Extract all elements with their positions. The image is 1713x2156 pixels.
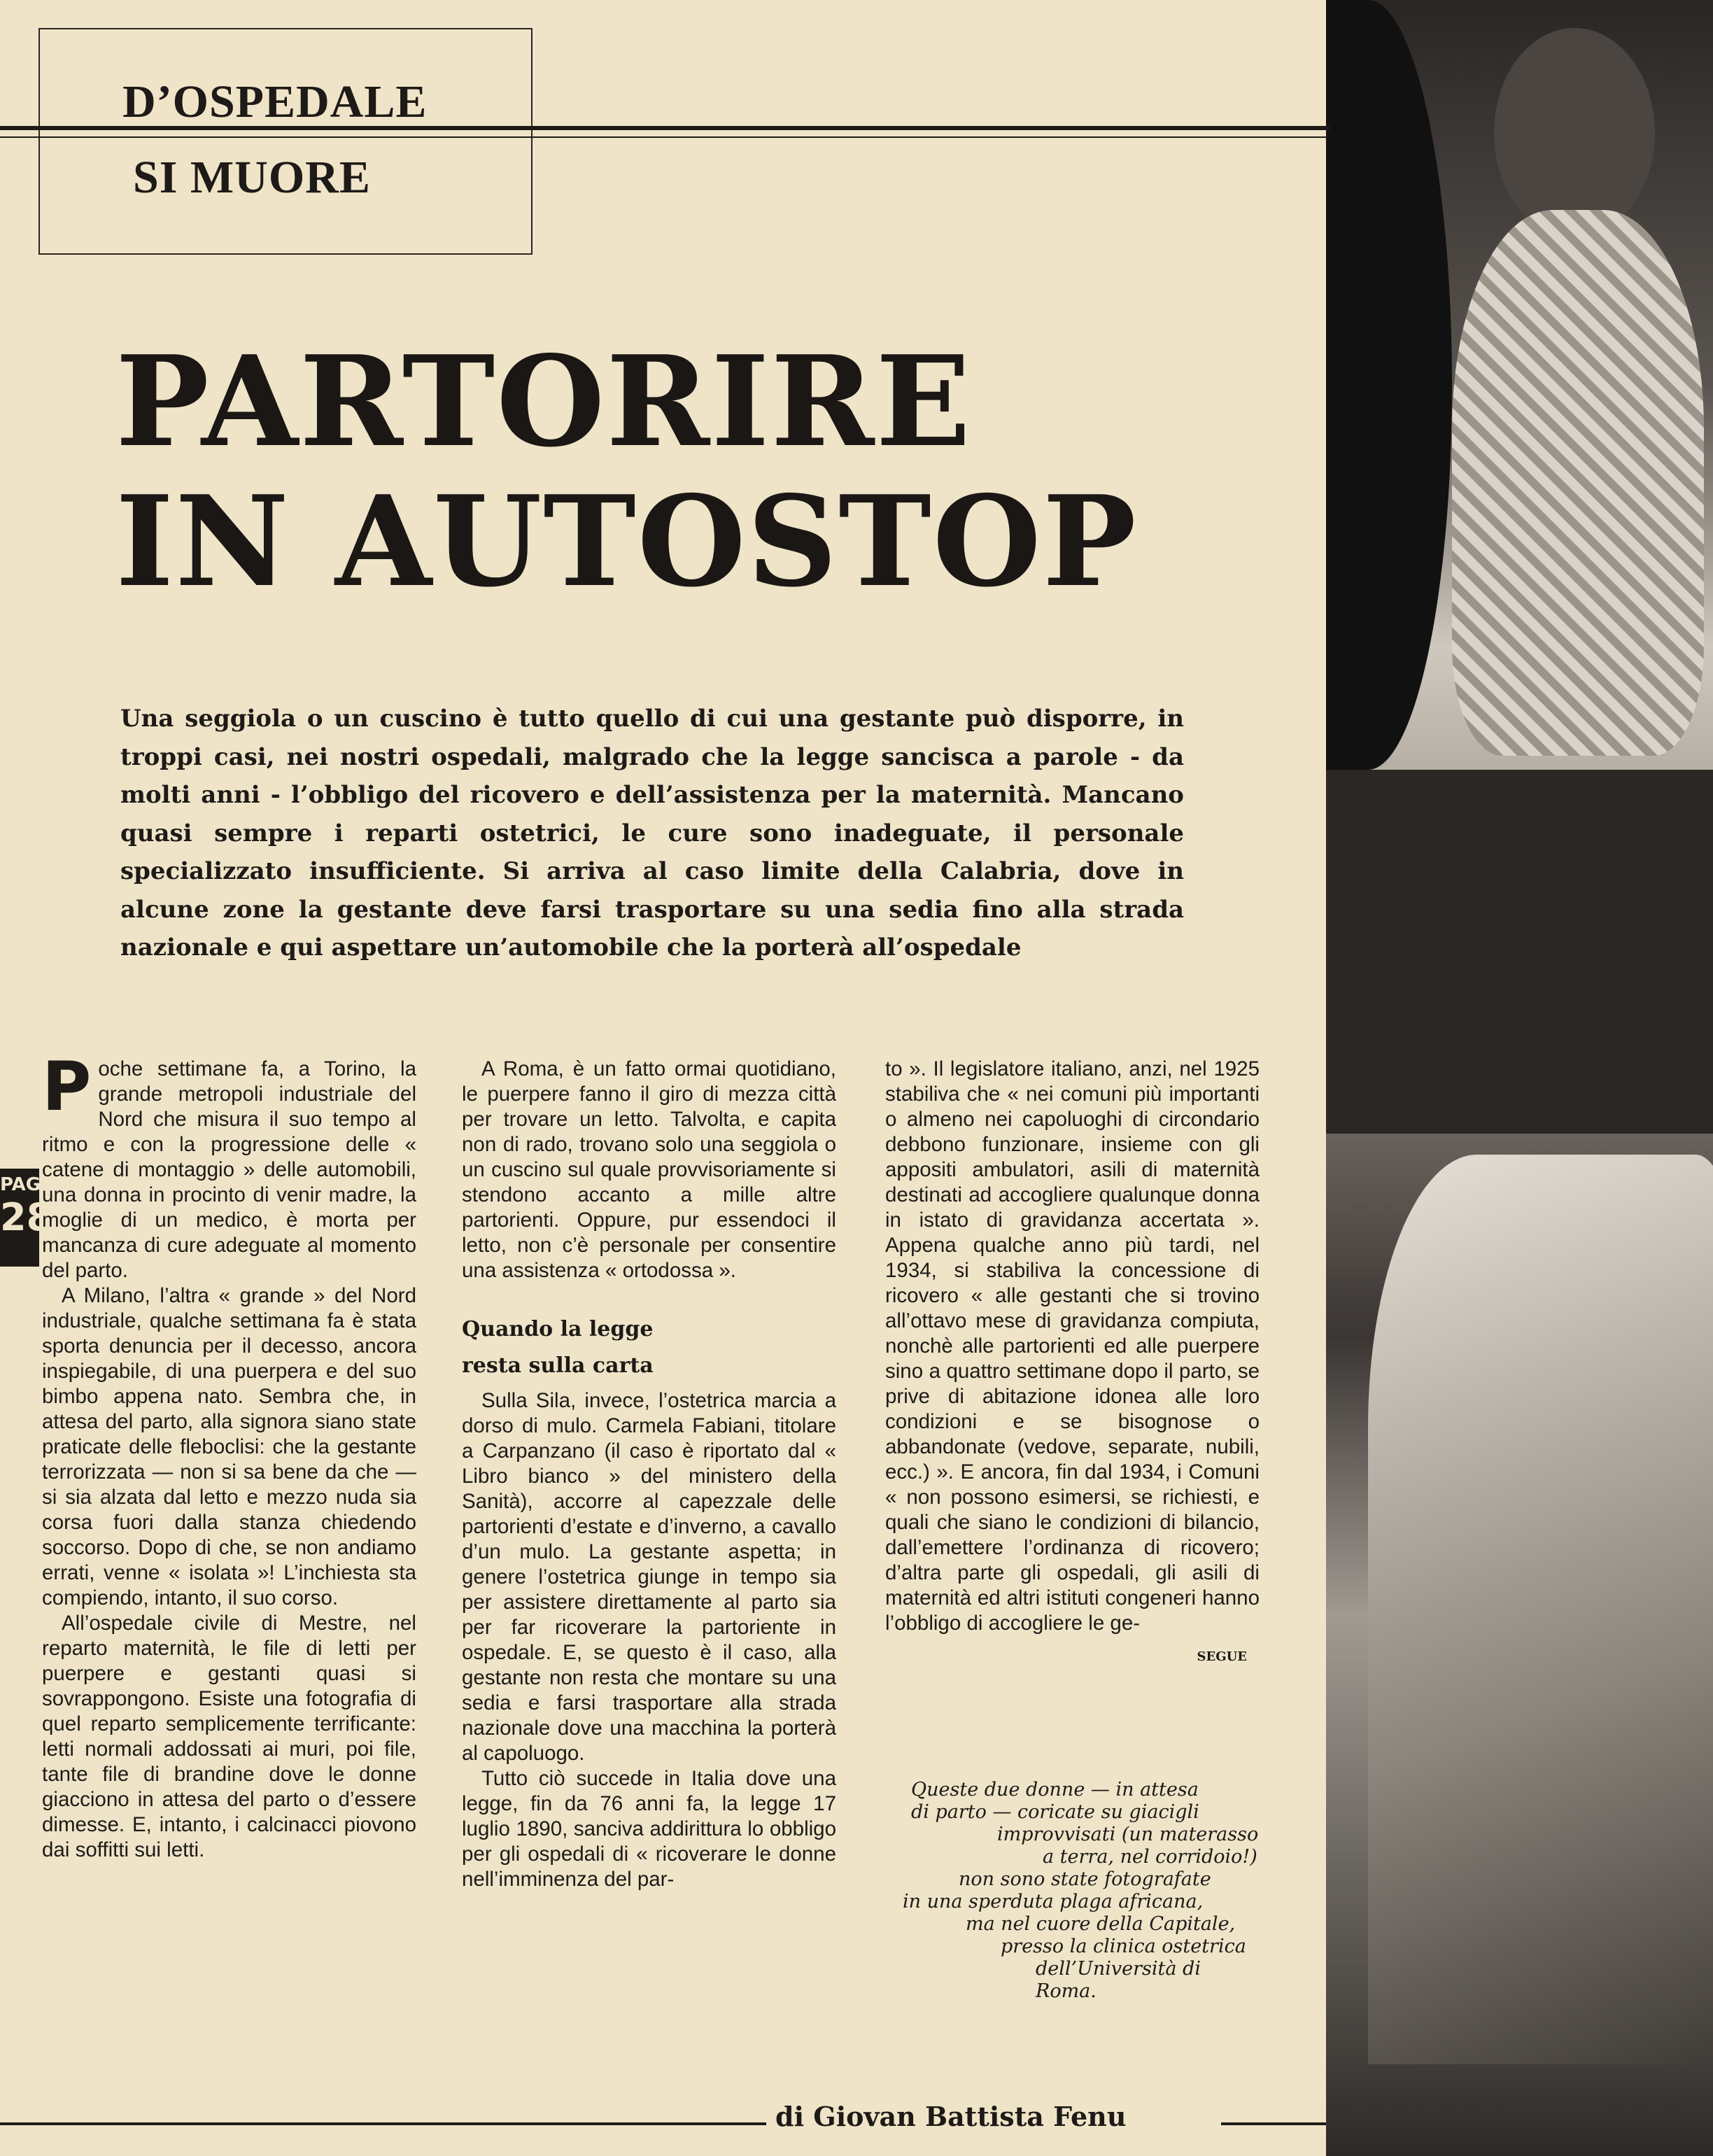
page-label: PAG. <box>0 1174 48 1195</box>
paragraph-text: oche settimane fa, a Torino, la grande metropoli industriale del Nord che misura il suo tempo al ritmo e con la progressione delle « catene di montaggio » delle automobili, una donna in procinto di venir madre, la moglie di un medico, è morta per mancanza di cure adeguate al momento del parto. <box>42 1057 416 1282</box>
caption-line: a terra, nel corridoio!) <box>1043 1846 1257 1868</box>
paragraph: A Roma, è un fatto ormai quotidiano, le puerpere fanno il giro di mezza città per trovare un letto. Talvolta, e capita non di rado, trovano solo una seggiola o un cuscino sul quale provvisoriamente si stendono accanto a mille altre partorienti. Oppure, pur essendoci il letto, non c’è personale per consentire una assistenza « ortodossa ». <box>462 1057 836 1282</box>
headline-line-2: IN AUTOSTOP <box>115 468 1138 614</box>
photo-woman-dress <box>1452 210 1704 756</box>
subhead-line-2: resta sulla carta <box>462 1353 654 1378</box>
page-number: 28 <box>0 1195 53 1239</box>
paragraph: A Milano, l’altra « grande » del Nord industriale, qualche settimana fa è stata sporta denuncia per il decesso, ancora inspiegabile, di una puerpera e del suo bimbo appena nato. Sembra che, in attesa del parto, alla signora siano state praticate delle fleboclisi: che la gestante terrorizzata — non si sa bene da che — si sia alzata dal letto e mezzo nuda sia corsa fuori dalla stanza chiedendo soccorso. Dopo di che, se non andiamo errati, venne « isolata »! L’inchiesta sta compiendo, intanto, il suo corso. <box>42 1284 416 1609</box>
article-column-2 <box>462 1057 836 1892</box>
paragraph: Tutto ciò succede in Italia dove una legge, fin da 76 anni fa, la legge 17 luglio 1890, sanciva addirittura lo obbligo per gli ospedali di « ricoverare le donne nell’imminenza del par- <box>462 1767 836 1891</box>
photo-women-in-corridor <box>1326 0 1713 2156</box>
subhead-line-1: Quando la legge <box>462 1317 654 1341</box>
byline-rule <box>0 2122 766 2125</box>
photo-woman-head <box>1494 28 1655 238</box>
caption-line: presso la clinica ostetrica <box>1001 1936 1246 1957</box>
article-column-1 <box>42 1048 416 1863</box>
headline-line-1: PARTORIRE <box>115 328 973 474</box>
photo-bed-sheets <box>1368 1155 1713 2064</box>
photo-caption <box>903 1779 1260 2003</box>
section-subhead <box>462 1311 836 1384</box>
article-column-3 <box>885 1057 1260 1670</box>
paragraph: Sulla Sila, invece, l’ostetrica marcia a dorso di mulo. Carmela Fabiani, titolare a Carpanzano (il caso è riportato dal « Libro bianco » del ministero della Sanità), accorre al capezzale delle partorienti d’estate e d’inverno, a cavallo d’un mulo. La gestante aspetta; in genere l’ostetrica giunge in tempo sia per assistere direttamente al parto sia per far ricoverare la partoriente in ospedale. E, se questo è il caso, alla gestante non resta che montare su una sedia e farsi trasportare alla strada nazionale dove una macchina la porterà al capoluogo. <box>462 1389 836 1765</box>
page-number-marker <box>0 1169 53 1267</box>
caption-line: improvvisati (un materasso <box>997 1824 1259 1845</box>
caption-line: ma nel cuore della Capitale, <box>966 1913 1236 1935</box>
kicker-line-2: SI MUORE <box>133 152 371 203</box>
photo-dark-band <box>1326 770 1713 1134</box>
paragraph: All’ospedale civile di Mestre, nel reparto maternità, le file di letti per puerpere e gestanti quasi si sovrappongono. Esiste una fotografia di quel reparto semplicemente terrificante: letti normali addossati ai muri, poi file, tante file di brandine dove le donne giacciono in attesa del parto o d’essere dimesse. E, intanto, i calcinacci piovono dai soffitti sui letti. <box>42 1612 416 1861</box>
caption-line: dell’Università di Roma. <box>1036 1958 1201 2002</box>
paragraph <box>42 1048 416 1283</box>
kicker-rule-thin <box>0 136 1330 138</box>
caption-line: in una sperduta plaga africana, <box>903 1891 1204 1912</box>
caption-line: Queste due donne — in attesa <box>911 1779 1199 1801</box>
lead-paragraph: Una seggiola o un cuscino è tutto quello di cui una gestante può disporre, in troppi casi, nei nostri ospedali, malgrado che la legge sancisca a parole - da molti anni - l’obbligo del ricovero e dell’assistenza per la maternità. Mancano quasi sempre i reparti ostetrici, le cure sono inadeguate, il personale specializzato insufficiente. Si arriva al caso limite della Calabria, dove in alcune zone la gestante deve farsi trasportare su una sedia fino alla strada nazionale e qui aspettare un’automobile che la porterà all’ospedale <box>120 705 1184 961</box>
continued-label: SEGUE <box>1197 1649 1247 1664</box>
caption-line: di parto — coricate su giacigli <box>911 1801 1199 1823</box>
byline-rule <box>1221 2122 1326 2125</box>
caption-line: non sono state fotografate <box>959 1868 1211 1890</box>
kicker-box <box>38 28 533 255</box>
drop-cap: P <box>42 1048 92 1126</box>
paragraph: to ». Il legislatore italiano, anzi, nel 1925 stabiliva che « nei comuni più importanti o almeno nei capoluoghi di circondario debbono funzionare, insieme con gli appositi ambulatori, asili di maternità destinati ad accogliere qualunque donna in istato di gravidanza accertata ». Appena qualche anno più tardi, nel 1934, si stabiliva la concessione di ricovero « alle gestanti che si trovino all’ottavo mese di gravidanza compiuta, nonchè alle partorienti ed alle puerpere sino a quattro settimane dopo il parto, se prive di abitazione idonea alle loro condizioni e se bisognose o abbandonate (vedove, separate, nubili, ecc.) ». E ancora, fin dal 1934, i Comuni « non possono esimersi, se richiesti, e quali che siano le condizioni di bilancio, dall’emettere l’ordinanza di ricovero; d’altra parte gli ospedali, gli asili di maternità ed altri istituti congeneri hanno l’obbligo di accogliere le ge- <box>885 1057 1260 1635</box>
kicker-line-1: D’OSPEDALE <box>122 76 428 127</box>
byline: di Giovan Battista Fenu <box>775 2101 1127 2132</box>
photo-shadow <box>1326 0 1452 770</box>
